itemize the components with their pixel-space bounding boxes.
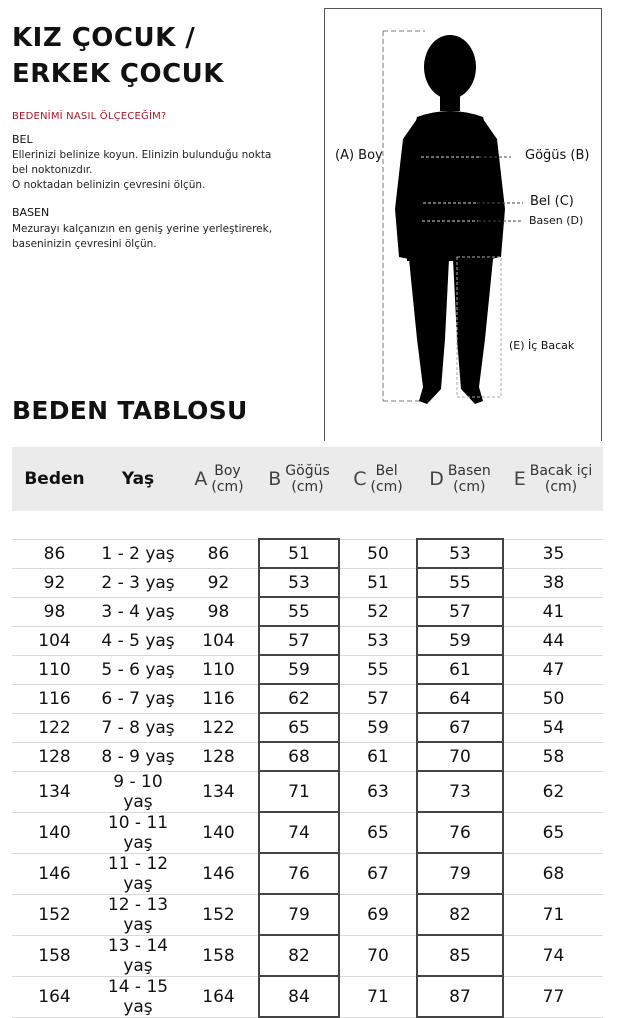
cell-yas: 9 - 10 yaş — [97, 771, 179, 812]
cell-boy: 134 — [179, 771, 259, 812]
bel-line-1: Ellerinizi belinize koyun. Elinizin bulunduğu nokta — [12, 149, 272, 161]
cell-bel: 67 — [339, 853, 417, 894]
cell-bel: 71 — [339, 976, 417, 1017]
cell-beden: 158 — [12, 935, 97, 976]
cell-bel: 51 — [339, 568, 417, 597]
cell-gogus: 74 — [259, 812, 339, 853]
cell-gogus: 68 — [259, 742, 339, 771]
label-ic-bacak: (E) İç Bacak — [509, 339, 575, 352]
cell-yas: 7 - 8 yaş — [97, 713, 179, 742]
bel-line-3: O noktadan belinizin çevresini ölçün. — [12, 179, 206, 191]
cell-boy: 152 — [179, 894, 259, 935]
cell-beden: 92 — [12, 568, 97, 597]
cell-basen: 53 — [417, 539, 503, 568]
cell-gogus: 82 — [259, 935, 339, 976]
cell-bel: 53 — [339, 626, 417, 655]
cell-bacak: 54 — [503, 713, 603, 742]
cell-bacak: 68 — [503, 853, 603, 894]
cell-boy: 164 — [179, 976, 259, 1017]
cell-beden: 128 — [12, 742, 97, 771]
cell-yas: 5 - 6 yaş — [97, 655, 179, 684]
header-beden: Beden — [12, 447, 97, 511]
cell-gogus: 53 — [259, 568, 339, 597]
table-row — [12, 894, 603, 935]
label-basen: Basen (D) — [529, 214, 584, 227]
measurement-figure — [324, 8, 602, 441]
cell-bel: 55 — [339, 655, 417, 684]
cell-bacak: 71 — [503, 894, 603, 935]
table-row — [12, 742, 603, 771]
cell-boy: 116 — [179, 684, 259, 713]
cell-beden: 98 — [12, 597, 97, 626]
cell-boy: 92 — [179, 568, 259, 597]
cell-yas: 13 - 14 yaş — [97, 935, 179, 976]
title-line-2: ERKEK ÇOCUK — [12, 59, 224, 89]
cell-bacak: 44 — [503, 626, 603, 655]
cell-boy: 86 — [179, 539, 259, 568]
table-row — [12, 539, 603, 568]
cell-bacak: 47 — [503, 655, 603, 684]
table-row — [12, 935, 603, 976]
table-row — [12, 597, 603, 626]
basen-heading: BASEN — [12, 206, 50, 219]
cell-basen: 55 — [417, 568, 503, 597]
cell-yas: 10 - 11 yaş — [97, 812, 179, 853]
basen-line-1: Mezurayı kalçanızın en geniş yerine yerleştirerek, — [12, 223, 273, 235]
cell-gogus: 65 — [259, 713, 339, 742]
cell-boy: 98 — [179, 597, 259, 626]
cell-beden: 164 — [12, 976, 97, 1017]
cell-boy: 128 — [179, 742, 259, 771]
basen-description — [12, 222, 312, 252]
cell-bel: 59 — [339, 713, 417, 742]
cell-yas: 1 - 2 yaş — [97, 539, 179, 568]
cell-gogus: 84 — [259, 976, 339, 1017]
bel-line-2: bel noktonızdır. — [12, 164, 93, 176]
cell-basen: 61 — [417, 655, 503, 684]
cell-boy: 140 — [179, 812, 259, 853]
cell-bacak: 62 — [503, 771, 603, 812]
cell-yas: 2 - 3 yaş — [97, 568, 179, 597]
table-row — [12, 568, 603, 597]
cell-beden: 140 — [12, 812, 97, 853]
bel-heading: BEL — [12, 133, 33, 146]
cell-bel: 63 — [339, 771, 417, 812]
cell-boy: 146 — [179, 853, 259, 894]
cell-beden: 116 — [12, 684, 97, 713]
cell-bacak: 74 — [503, 935, 603, 976]
cell-gogus: 55 — [259, 597, 339, 626]
cell-bacak: 38 — [503, 568, 603, 597]
size-table-body — [12, 539, 603, 1017]
cell-gogus: 62 — [259, 684, 339, 713]
cell-basen: 57 — [417, 597, 503, 626]
cell-yas: 6 - 7 yaş — [97, 684, 179, 713]
page-title — [12, 20, 224, 92]
cell-beden: 86 — [12, 539, 97, 568]
cell-gogus: 59 — [259, 655, 339, 684]
cell-bel: 57 — [339, 684, 417, 713]
cell-gogus: 79 — [259, 894, 339, 935]
cell-beden: 134 — [12, 771, 97, 812]
cell-gogus: 76 — [259, 853, 339, 894]
table-row — [12, 713, 603, 742]
cell-basen: 70 — [417, 742, 503, 771]
cell-bel: 50 — [339, 539, 417, 568]
size-table-title: BEDEN TABLOSU — [12, 396, 248, 425]
cell-bacak: 58 — [503, 742, 603, 771]
cell-yas: 12 - 13 yaş — [97, 894, 179, 935]
header-yas: Yaş — [97, 447, 179, 511]
cell-bel: 61 — [339, 742, 417, 771]
bel-description — [12, 148, 312, 193]
cell-boy: 104 — [179, 626, 259, 655]
cell-bacak: 77 — [503, 976, 603, 1017]
cell-basen: 79 — [417, 853, 503, 894]
header-bacak: E Bacak içi (cm) — [503, 447, 603, 511]
cell-basen: 76 — [417, 812, 503, 853]
cell-bel: 70 — [339, 935, 417, 976]
header-gogus: B Göğüs (cm) — [259, 447, 339, 511]
cell-bacak: 35 — [503, 539, 603, 568]
cell-basen: 85 — [417, 935, 503, 976]
table-row — [12, 684, 603, 713]
cell-gogus: 57 — [259, 626, 339, 655]
cell-bel: 65 — [339, 812, 417, 853]
cell-bacak: 50 — [503, 684, 603, 713]
cell-bacak: 41 — [503, 597, 603, 626]
cell-basen: 82 — [417, 894, 503, 935]
cell-yas: 4 - 5 yaş — [97, 626, 179, 655]
cell-yas: 8 - 9 yaş — [97, 742, 179, 771]
cell-boy: 158 — [179, 935, 259, 976]
header-basen: D Basen (cm) — [417, 447, 503, 511]
table-row — [12, 812, 603, 853]
label-gogus: Göğüs (B) — [525, 148, 590, 163]
header-boy: A Boy (cm) — [179, 447, 259, 511]
cell-beden: 122 — [12, 713, 97, 742]
cell-beden: 152 — [12, 894, 97, 935]
table-header-row — [12, 447, 603, 511]
cell-beden: 110 — [12, 655, 97, 684]
basen-line-2: baseninizin çevresini ölçün. — [12, 238, 157, 250]
cell-basen: 59 — [417, 626, 503, 655]
table-row — [12, 626, 603, 655]
cell-gogus: 71 — [259, 771, 339, 812]
label-bel: Bel (C) — [530, 194, 574, 209]
cell-beden: 104 — [12, 626, 97, 655]
table-row — [12, 655, 603, 684]
cell-basen: 67 — [417, 713, 503, 742]
cell-basen: 87 — [417, 976, 503, 1017]
how-to-measure-heading: BEDENİMİ NASIL ÖLÇECEĞİM? — [12, 111, 167, 122]
cell-boy: 122 — [179, 713, 259, 742]
table-row — [12, 771, 603, 812]
cell-gogus: 51 — [259, 539, 339, 568]
cell-basen: 73 — [417, 771, 503, 812]
table-row — [12, 853, 603, 894]
cell-yas: 11 - 12 yaş — [97, 853, 179, 894]
cell-bel: 69 — [339, 894, 417, 935]
cell-basen: 64 — [417, 684, 503, 713]
title-line-1: KIZ ÇOCUK / — [12, 23, 196, 53]
size-table — [12, 447, 603, 1018]
cell-boy: 110 — [179, 655, 259, 684]
label-boy: (A) Boy — [335, 148, 383, 163]
cell-beden: 146 — [12, 853, 97, 894]
cell-bel: 52 — [339, 597, 417, 626]
table-row — [12, 976, 603, 1017]
cell-yas: 14 - 15 yaş — [97, 976, 179, 1017]
cell-yas: 3 - 4 yaş — [97, 597, 179, 626]
cell-bacak: 65 — [503, 812, 603, 853]
header-bel: C Bel (cm) — [339, 447, 417, 511]
